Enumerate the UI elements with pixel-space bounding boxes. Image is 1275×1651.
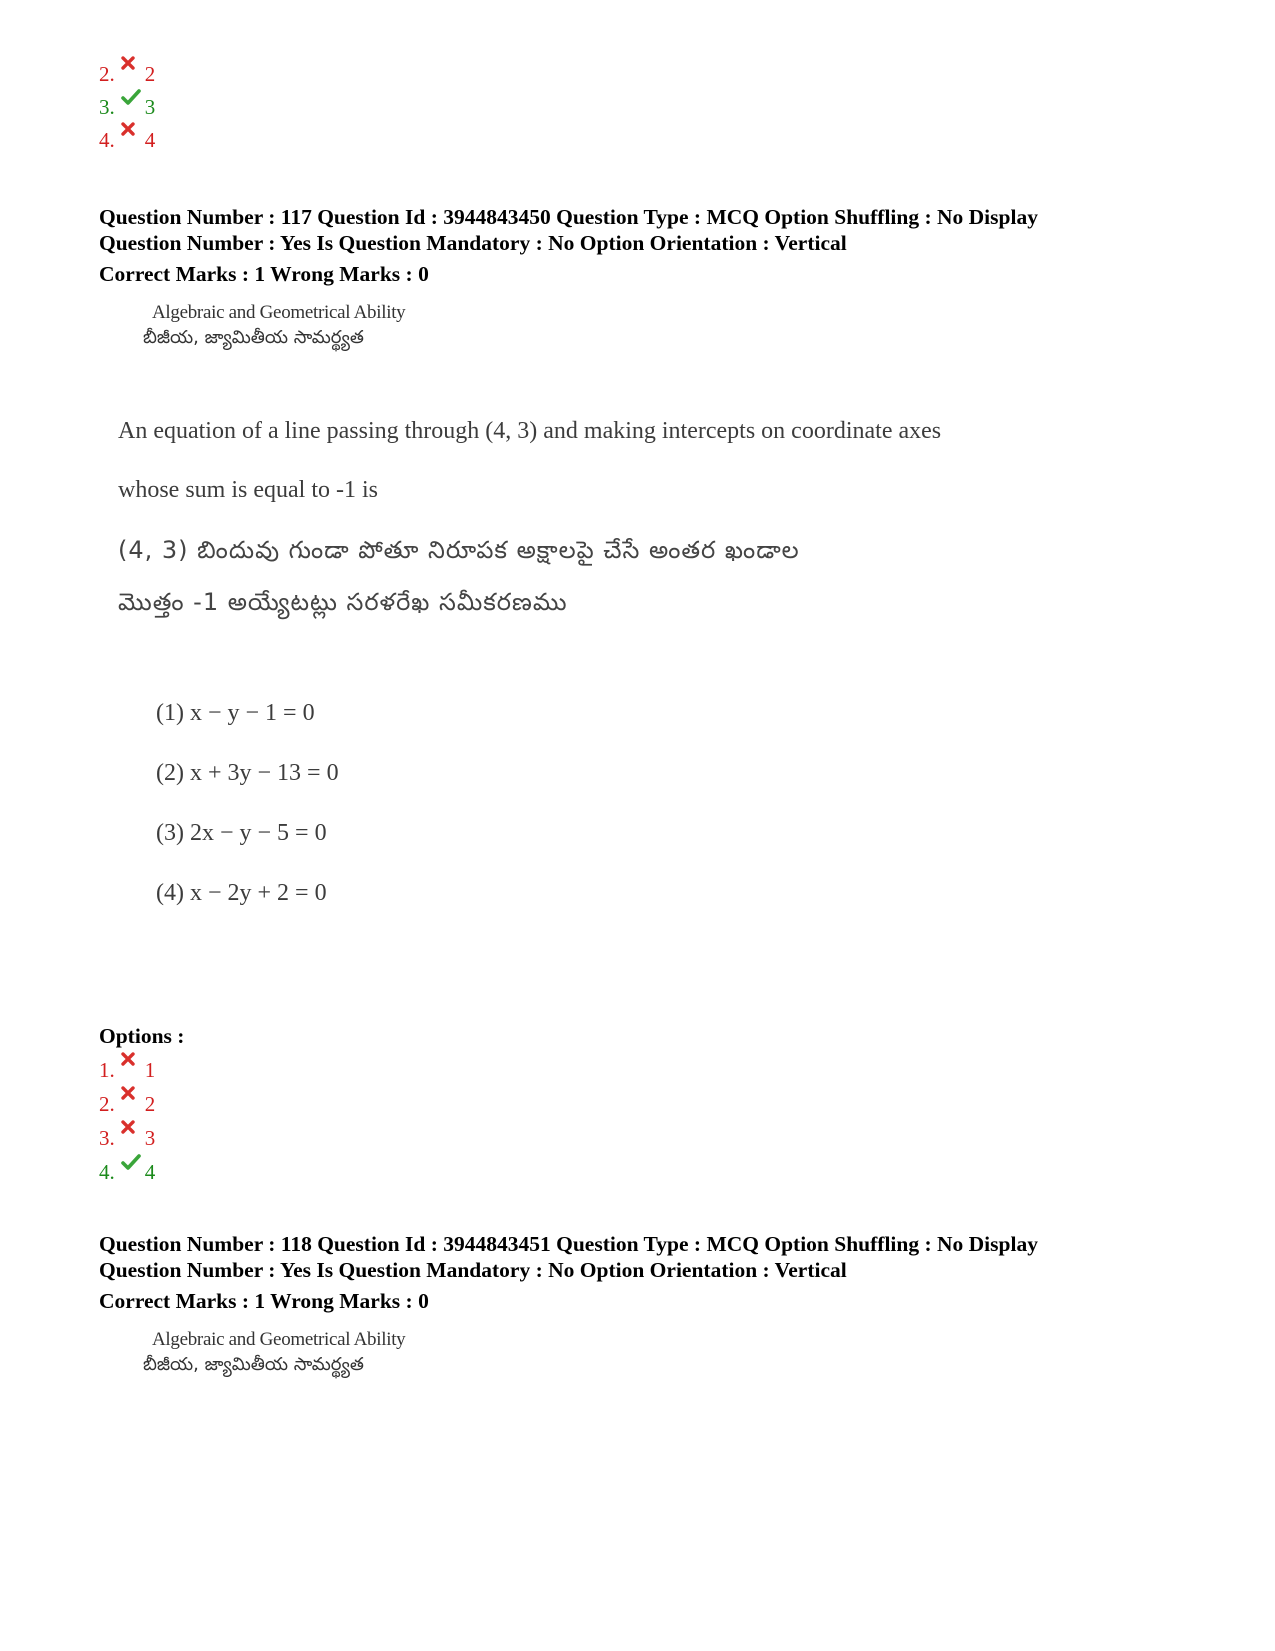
- question-text-telugu-line2: మొత్తం -1 అయ్యేటట్లు సరళరేఖ సమీకరణము: [118, 588, 568, 616]
- option-line: [99, 62, 155, 86]
- question-text-english-line1: An equation of a line passing through (4, 3) and making intercepts on coordinate axes: [118, 418, 942, 444]
- option-line: [99, 1092, 155, 1116]
- option-number: 2.: [99, 62, 115, 86]
- option-value: 4: [144, 128, 156, 152]
- question-marks: Correct Marks : 1 Wrong Marks : 0: [99, 1289, 429, 1313]
- answer-choice: (1) x − y − 1 = 0: [156, 700, 315, 726]
- option-line: [99, 1126, 155, 1150]
- question-meta-line1: Question Number : 117 Question Id : 3944843450 Question Type : MCQ Option Shuffling : No Display: [99, 205, 1038, 229]
- wrong-icon: [119, 1126, 141, 1150]
- subject-english: Algebraic and Geometrical Ability: [152, 302, 406, 323]
- question-text-telugu-line1: (4, 3) బిందువు గుండా పోతూ నిరూపక అక్షాలపై చేసే అంతర ఖండాల: [118, 536, 800, 564]
- option-number: 4.: [99, 1160, 115, 1184]
- wrong-icon: [119, 128, 141, 152]
- check-icon: [119, 95, 141, 119]
- option-line: [99, 128, 155, 152]
- wrong-icon: [119, 1058, 141, 1082]
- question-meta-line2: Question Number : Yes Is Question Mandatory : No Option Orientation : Vertical: [99, 1258, 847, 1282]
- option-number: 2.: [99, 1092, 115, 1116]
- option-value: 2: [144, 62, 156, 86]
- option-number: 1.: [99, 1058, 115, 1082]
- option-value: 3: [144, 95, 156, 119]
- option-line: [99, 1058, 155, 1082]
- check-icon: [119, 1160, 141, 1184]
- options-label: Options :: [99, 1024, 185, 1048]
- subject-english: Algebraic and Geometrical Ability: [152, 1329, 406, 1350]
- option-value: 3: [144, 1126, 156, 1150]
- answer-choice: (3) 2x − y − 5 = 0: [156, 820, 327, 846]
- answer-choice: (2) x + 3y − 13 = 0: [156, 760, 339, 786]
- wrong-icon: [119, 1092, 141, 1116]
- option-line: [99, 1160, 155, 1184]
- subject-telugu: బీజీయ, జ్యామితీయ సామర్థ్యత: [143, 1354, 364, 1375]
- question-meta-line1: Question Number : 118 Question Id : 3944843451 Question Type : MCQ Option Shuffling : No Display: [99, 1232, 1038, 1256]
- answer-choice: (4) x − 2y + 2 = 0: [156, 880, 327, 906]
- question-text-english-line2: whose sum is equal to -1 is: [118, 477, 378, 503]
- option-number: 4.: [99, 128, 115, 152]
- wrong-icon: [119, 62, 141, 86]
- option-value: 4: [144, 1160, 156, 1184]
- option-number: 3.: [99, 95, 115, 119]
- question-marks: Correct Marks : 1 Wrong Marks : 0: [99, 262, 429, 286]
- subject-telugu: బీజీయ, జ్యామితీయ సామర్థ్యత: [143, 327, 364, 348]
- option-number: 3.: [99, 1126, 115, 1150]
- question-meta-line2: Question Number : Yes Is Question Mandatory : No Option Orientation : Vertical: [99, 231, 847, 255]
- option-line: [99, 95, 155, 119]
- option-value: 2: [144, 1092, 156, 1116]
- option-value: 1: [144, 1058, 156, 1082]
